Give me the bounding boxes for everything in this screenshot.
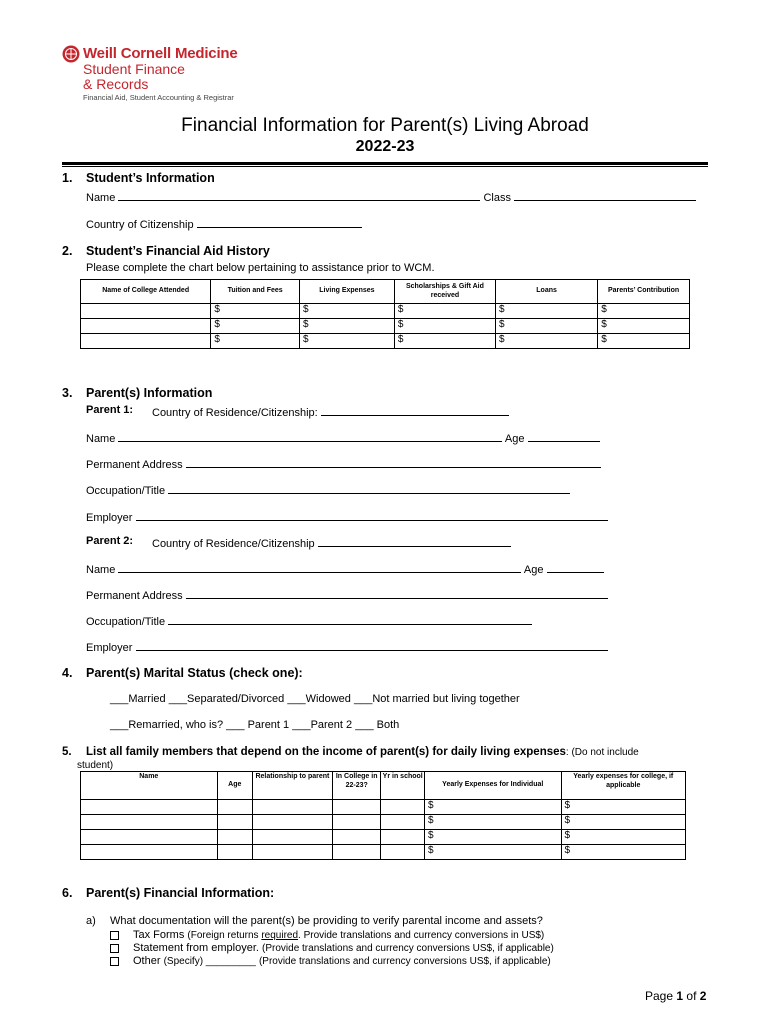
col-loans: Loans (496, 280, 598, 304)
member-name-cell[interactable] (81, 815, 218, 830)
tax-forms-note-pre: (Foreign returns (187, 930, 262, 941)
dept-line-2: & Records (83, 76, 149, 92)
class-field[interactable] (514, 189, 696, 201)
in-college-cell[interactable] (332, 800, 381, 815)
parent-1-age-label: Age (504, 433, 525, 445)
parent-1-address-field[interactable] (186, 456, 601, 468)
dollar-cell[interactable]: $ (598, 304, 690, 319)
org-subtitle: Financial Aid, Student Accounting & Registrar (83, 93, 234, 102)
year-cell[interactable] (381, 800, 425, 815)
college-cell[interactable] (81, 319, 211, 334)
table-row (81, 845, 686, 860)
tax-forms-required: required (261, 930, 299, 941)
section-6-number: 6. (62, 886, 73, 900)
dollar-cell[interactable]: $ (424, 800, 561, 815)
dollar-cell[interactable]: $ (211, 319, 300, 334)
table-row (81, 319, 690, 334)
wcm-seal-icon (62, 45, 80, 63)
parent-2-address-field[interactable] (186, 587, 608, 599)
tax-forms-checkbox[interactable] (110, 931, 119, 940)
parent-1-label: Parent 1: (86, 404, 134, 416)
parent-1-country-label: Country of Residence/Citizenship: (152, 407, 318, 419)
col-name: Name (81, 772, 218, 800)
col-living: Living Expenses (299, 280, 394, 304)
marital-status-options-2[interactable]: ___Remarried, who is? ___ Parent 1 ___Parent 2 ___ Both (110, 719, 400, 731)
col-year-in-school: Yr in school (381, 772, 425, 800)
parent-1-occupation-label: Occupation/Title (86, 485, 166, 497)
col-relationship: Relationship to parent (252, 772, 332, 800)
age-cell[interactable] (217, 800, 252, 815)
dollar-cell[interactable]: $ (299, 304, 394, 319)
title-rule (62, 162, 708, 165)
dollar-cell[interactable]: $ (211, 304, 300, 319)
parent-2-occupation-label: Occupation/Title (86, 616, 166, 628)
relationship-cell[interactable] (252, 830, 332, 845)
section-2-number: 2. (62, 244, 73, 258)
dollar-cell[interactable]: $ (394, 304, 495, 319)
member-name-cell[interactable] (81, 830, 218, 845)
col-parents-contribution: Parents’ Contribution (598, 280, 690, 304)
parent-1-name-field[interactable] (118, 430, 502, 442)
parent-2-employer-field[interactable] (136, 639, 608, 651)
dollar-cell[interactable]: $ (299, 319, 394, 334)
student-name-label: Name (86, 192, 116, 204)
tax-forms-label: Tax Forms (133, 929, 185, 941)
page-number: 1 (676, 989, 684, 1003)
title-rule-thin (62, 166, 708, 167)
col-college: Name of College Attended (81, 280, 211, 304)
parent-2-name-field[interactable] (118, 561, 521, 573)
employer-statement-label: Statement from employer. (133, 942, 259, 954)
parent-2-employer-label: Employer (86, 642, 133, 654)
college-cell[interactable] (81, 304, 211, 319)
other-checkbox[interactable] (110, 957, 119, 966)
marital-status-options-1[interactable]: ___Married ___Separated/Divorced ___Widowed ___Not married but living together (110, 693, 520, 705)
question-a-label: a) (86, 915, 96, 927)
dollar-cell[interactable]: $ (496, 319, 598, 334)
section-6-heading: Parent(s) Financial Information: (86, 886, 275, 900)
dollar-cell[interactable]: $ (424, 815, 561, 830)
table-row (81, 815, 686, 830)
dollar-cell[interactable]: $ (299, 334, 394, 349)
section-1-number: 1. (62, 171, 73, 185)
family-members-table (80, 771, 686, 860)
parent-1-employer-label: Employer (86, 512, 133, 524)
dollar-cell[interactable]: $ (496, 334, 598, 349)
parent-1-occupation-field[interactable] (168, 482, 570, 494)
age-cell[interactable] (217, 830, 252, 845)
dollar-cell[interactable]: $ (394, 334, 495, 349)
employer-statement-note: (Provide translations and currency conversions US$, if applicable) (262, 943, 554, 954)
college-cell[interactable] (81, 334, 211, 349)
member-name-cell[interactable] (81, 845, 218, 860)
in-college-cell[interactable] (332, 830, 381, 845)
col-scholarships: Scholarships & Gift Aid received (394, 280, 495, 304)
in-college-cell[interactable] (332, 845, 381, 860)
dollar-cell[interactable]: $ (561, 830, 685, 845)
section-2-heading: Student’s Financial Aid History (86, 244, 270, 258)
dollar-cell[interactable]: $ (496, 304, 598, 319)
section-1-heading: Student’s Information (86, 171, 215, 185)
other-specify[interactable]: (Specify) _________ (163, 956, 256, 967)
other-note: (Provide translations and currency conversions US$, if applicable) (258, 956, 551, 967)
table-row (81, 304, 690, 319)
section-3-heading: Parent(s) Information (86, 386, 213, 400)
tax-forms-note-post: . Provide translations and currency conversions in US$) (298, 930, 545, 941)
table-row (81, 334, 690, 349)
in-college-cell[interactable] (332, 815, 381, 830)
dollar-cell[interactable]: $ (598, 319, 690, 334)
relationship-cell[interactable] (252, 815, 332, 830)
section-5-number: 5. (62, 746, 72, 758)
parent-2-country-label: Country of Residence/Citizenship (152, 538, 315, 550)
age-cell[interactable] (217, 815, 252, 830)
dollar-cell[interactable]: $ (561, 845, 685, 860)
year-cell[interactable] (381, 830, 425, 845)
section-4-number: 4. (62, 666, 73, 680)
student-name-field[interactable] (118, 189, 480, 201)
page-word: Page (645, 989, 674, 1003)
document-year: 2022-23 (355, 138, 415, 155)
dollar-cell[interactable]: $ (561, 800, 685, 815)
dollar-cell[interactable]: $ (424, 830, 561, 845)
col-yearly-expenses: Yearly Expenses for Individual (424, 772, 561, 800)
employer-statement-checkbox[interactable] (110, 944, 119, 953)
page-indicator (645, 989, 706, 1003)
section-5-heading-note: : (Do not include (565, 747, 639, 758)
col-in-college: In College in 22-23? (332, 772, 381, 800)
relationship-cell[interactable] (252, 800, 332, 815)
parent-2-label: Parent 2: (86, 535, 134, 547)
document-title: Financial Information for Parent(s) Living Abroad (181, 115, 589, 136)
parent-2-age-field[interactable] (547, 561, 604, 573)
parent-2-name-label: Name (86, 564, 116, 576)
section-3-number: 3. (62, 386, 73, 400)
year-cell[interactable] (381, 815, 425, 830)
age-cell[interactable] (217, 845, 252, 860)
parent-1-country-field[interactable] (321, 404, 509, 416)
col-college-expenses: Yearly expenses for college, if applicable (561, 772, 685, 800)
col-age: Age (217, 772, 252, 800)
parent-2-occupation-field[interactable] (168, 613, 532, 625)
col-tuition: Tuition and Fees (211, 280, 300, 304)
section-5-heading-cont: student) (77, 760, 114, 771)
parent-2-country-field[interactable] (318, 535, 511, 547)
year-cell[interactable] (381, 845, 425, 860)
dollar-cell[interactable]: $ (598, 334, 690, 349)
parent-1-address-label: Permanent Address (86, 459, 183, 471)
relationship-cell[interactable] (252, 845, 332, 860)
dollar-cell[interactable]: $ (424, 845, 561, 860)
parent-1-employer-field[interactable] (136, 509, 608, 521)
parent-1-name-label: Name (86, 433, 116, 445)
section-5-heading: List all family members that depend on the income of parent(s) for daily living expenses (86, 746, 566, 758)
of-word: of (686, 989, 697, 1003)
class-label: Class (483, 192, 511, 204)
member-name-cell[interactable] (81, 800, 218, 815)
section-2-instruction: Please complete the chart below pertaining to assistance prior to WCM. (86, 262, 435, 274)
question-a-text: What documentation will the parent(s) be providing to verify parental income and assets? (110, 915, 543, 927)
other-label: Other (133, 955, 161, 967)
parent-1-age-field[interactable] (528, 430, 600, 442)
table-row (81, 800, 686, 815)
parent-2-address-label: Permanent Address (86, 590, 183, 602)
org-name: Weill Cornell Medicine (83, 45, 238, 62)
dollar-cell[interactable]: $ (211, 334, 300, 349)
dollar-cell[interactable]: $ (561, 815, 685, 830)
aid-history-table (80, 279, 690, 349)
citizenship-label: Country of Citizenship (86, 219, 194, 231)
table-row (81, 830, 686, 845)
citizenship-field[interactable] (197, 216, 362, 228)
dollar-cell[interactable]: $ (394, 319, 495, 334)
page-total: 2 (699, 989, 707, 1003)
section-4-heading: Parent(s) Marital Status (check one): (86, 666, 303, 680)
parent-2-age-label: Age (523, 564, 544, 576)
dept-line-1: Student Finance (83, 61, 185, 77)
